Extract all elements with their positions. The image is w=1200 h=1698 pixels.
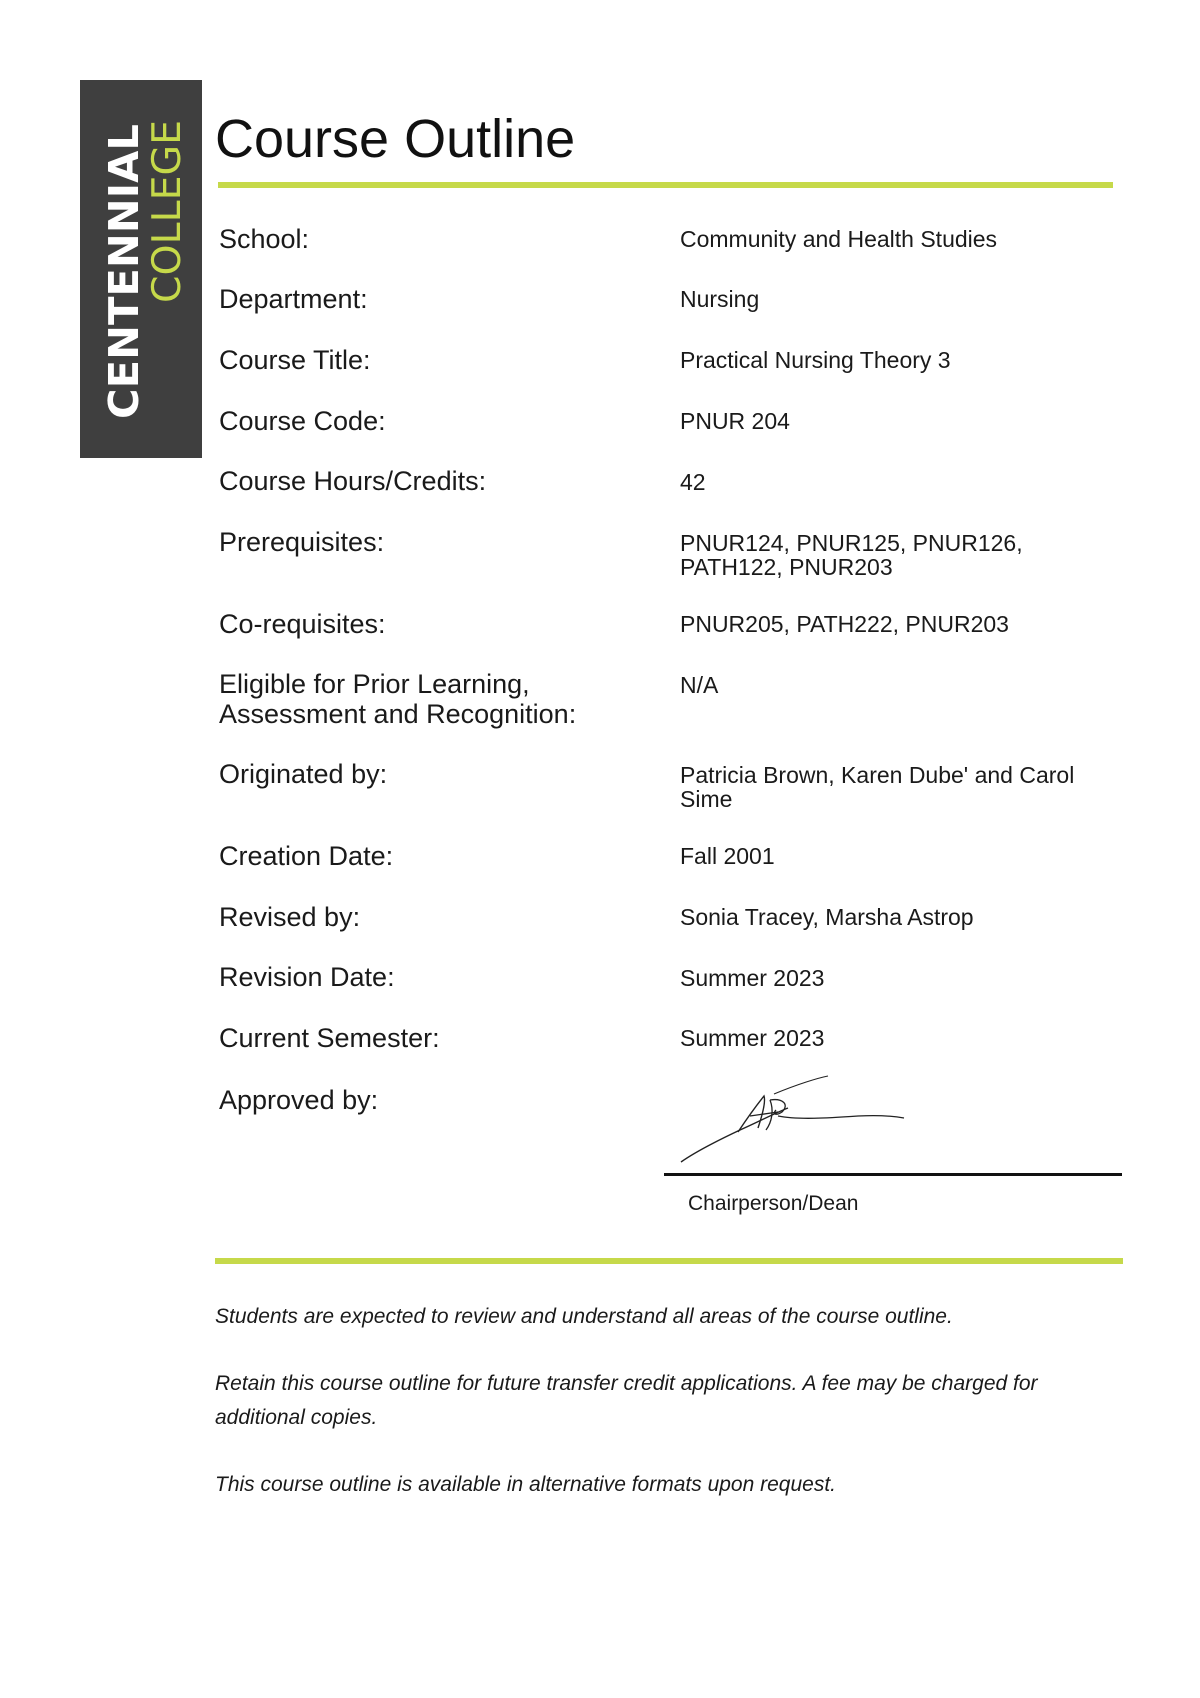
corequisites-label: Co-requisites: (219, 609, 386, 639)
approver-signature (678, 1070, 908, 1165)
course-code-value: PNUR 204 (680, 408, 790, 434)
signature-line (664, 1173, 1122, 1176)
note-retain: Retain this course outline for future transfer credit applications. A fee may be charged for additional copies. (215, 1372, 1038, 1429)
note-alt-formats: This course outline is available in alternative formats upon request. (215, 1473, 836, 1496)
creation-date-label: Creation Date: (219, 841, 394, 871)
course-code-label: Course Code: (219, 406, 386, 436)
prerequisites-label: Prerequisites: (219, 527, 385, 557)
prior-learning-label: Eligible for Prior Learning, Assessment and Recognition: (219, 669, 577, 729)
course-hours-value: 42 (680, 469, 706, 495)
college-logo (80, 80, 202, 458)
course-title-label: Course Title: (219, 345, 371, 375)
originated-by-label: Originated by: (219, 759, 388, 789)
revision-date-label: Revision Date: (219, 962, 395, 992)
revision-date-value: Summer 2023 (680, 965, 825, 991)
logo-line-2: COLLEGE (145, 122, 190, 303)
note-review: Students are expected to review and understand all areas of the course outline. (215, 1305, 953, 1328)
current-semester-value: Summer 2023 (680, 1025, 825, 1051)
revised-by-value: Sonia Tracey, Marsha Astrop (680, 904, 974, 930)
signature-caption: Chairperson/Dean (688, 1192, 859, 1215)
department-label: Department: (219, 284, 368, 314)
school-value: Community and Health Studies (680, 226, 998, 252)
course-hours-label: Course Hours/Credits: (219, 466, 487, 496)
revised-by-label: Revised by: (219, 902, 361, 932)
approved-by-label: Approved by: (219, 1085, 379, 1115)
corequisites-value: PNUR205, PATH222, PNUR203 (680, 611, 1009, 637)
originated-by-value: Patricia Brown, Karen Dube' and Carol Sime (680, 762, 1075, 812)
prerequisites-value: PNUR124, PNUR125, PNUR126, PATH122, PNUR203 (680, 530, 1023, 580)
footer-divider (215, 1258, 1123, 1264)
page-title: Course Outline (215, 109, 576, 169)
creation-date-value: Fall 2001 (680, 843, 775, 869)
logo-line-1: CENTENNIAL (100, 128, 148, 419)
school-label: School: (219, 224, 310, 254)
current-semester-label: Current Semester: (219, 1023, 440, 1053)
course-title-value: Practical Nursing Theory 3 (680, 347, 951, 373)
department-value: Nursing (680, 286, 760, 312)
college-logo-wordmark (80, 80, 202, 458)
prior-learning-value: N/A (680, 672, 719, 698)
title-divider (218, 182, 1113, 188)
